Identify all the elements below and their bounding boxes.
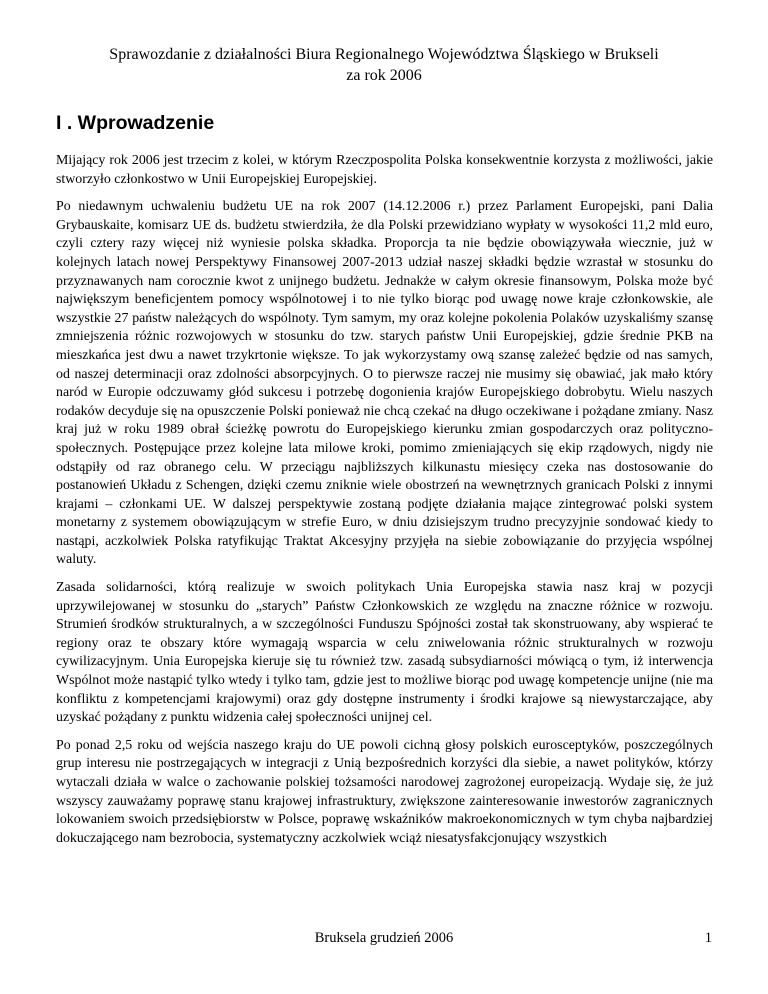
- paragraph-intro: Mijający rok 2006 jest trzecim z kolei, w którym Rzeczpospolita Polska konsekwentnie korzysta z możliwości, jakie stworzyło członkostwo w Unii Europejskiej Europejskiej.: [56, 153, 713, 187]
- paragraph-solidarity: Zasada solidarności, którą realizuje w swoich politykach Unia Europejska stawia nasz kraj w pozycji uprzywilejowanej w stosunku do „starych” Państw Członkowskich ze względu na znaczne różnice w rozwoju. Strumień środków strukturalnych, a w szczególności Funduszu Spójności został tak skonstruowany, aby wspierać te regiony oraz te obszary które wymagają wsparcia w celu zniwelowania różnic strukturalnych w rozwoju cywilizacyjnym. Unia Europejska kieruje się tu również tzw. zasadą subsydiarności mówiącą o tym, iż interwencja Wspólnot może nastąpić tylko wtedy i tylko tam, gdzie jest to możliwe biorąc pod uwagę kompetencje unijne (nie ma konfliktu z kompetencjami krajowymi) oraz gdy dostępne instrumenty i środki krajowe są niewystarczające, aby uzyskać pożądany z punktu widzenia całej społeczności unijnej cel.: [56, 580, 713, 726]
- section-body: [56, 152, 713, 857]
- paragraph-eurosceptics: Po ponad 2,5 roku od wejścia naszego kraju do UE powoli cichną głosy polskich eurosceptyków, poszczególnych grup interesu nie postrzegających w integracji z Unią bezpośrednich korzyści dla siebie, a nawet polityków, którzy wytaczali działa w walce o zachowanie polskiej tożsamości narodowej zagrożonej europeizacją. Wydaje się, że już wszyscy zauważamy poprawę stanu krajowej infrastruktury, zwiększone zainteresowanie inwestorów zagranicznych lokowaniem swoich przedsiębiorstw w Polsce, poprawę wskaźników makroekonomicznych w tym chyba najbardziej dokuczającego nam bezrobocia, systematyczny aczkolwiek wciąż niesatysfakcjonujący wszystkich: [56, 737, 713, 846]
- header-year-line: za rok 2006: [346, 67, 422, 84]
- running-header: [56, 44, 712, 86]
- section-heading: I . Wprowadzenie: [56, 112, 215, 134]
- paragraph-budget: Po niedawnym uchwaleniu budżetu UE na rok 2007 (14.12.2006 r.) przez Parlament Europejski, pani Dalia Grybauskaite, komisarz UE ds. budżetu stwierdziła, że dla Polski przewidziano wypłaty w wysokości 11,2 mld euro, czyli cztery razy więcej niż wyniesie polska składka. Proporcja ta nie będzie obowiązywała wiecznie, już w kolejnych latach nowej Perspektywy Finansowej 2007-2013 udział naszej składki będzie wzrastał w stosunku do przyznawanych nam corocznie kwot z unijnego budżetu. Jednakże w całym okresie finansowym, Polska może być największym beneficjentem pomocy wspólnotowej i to nie tylko biorąc pod uwagę nowe kraje członkowskie, ale wszystkie 27 państw należących do wspólnoty. Tym samym, my oraz kolejne pokolenia Polaków uzyskaliśmy szansę zmniejszenia różnic rozwojowych w stosunku do tzw. starych państw Unii Europejskiej, gdzie średnie PKB na mieszkańca jest dwu a nawet trzykrtonie większe. To jak wykorzystamy ową szansę zależeć będzie od nas samych, od naszej determinacji oraz zdolności absorpcyjnych. O to pierwsze raczej nie musimy się obawiać, jak mało który naród w Europie odczuwamy głód sukcesu i potrzebę dogonienia krajów Europejskiego dobrobytu. Wielu naszych rodaków decyduje się na opuszczenie Polski ponieważ nie chcą czekać na długo oczekiwane i pożądane zmiany. Nasz kraj już w roku 1989 obrał ścieżkę powrotu do Europejskiego kierunku zmian gospodarczych oraz polityczno-społecznych. Postępujące przez kolejne lata milowe kroki, pomimo zmieniających się ekip rządowych, nigdy nie odstąpiły od raz obranego celu. W przeciągu najbliższych kilkunastu miesięcy czeka nas dostosowanie do postanowień Układu z Schengen, dzięki czemu zniknie wiele obostrzeń na wewnętrznych granicach Polski z innymi krajami – członkami UE. W dalszej perspektywie zostaną podjęte działania mające zintegrować polski system monetarny z systemem obowiązującym w strefie Euro, w dniu dzisiejszym trudno precyzyjnie sondować kiedy to nastąpi, aczkolwiek Polska ratyfikując Traktat Akcesyjny przyjęła na siebie zobowiązanie do przyjęcia wspólnej waluty.: [56, 199, 713, 568]
- page-number: 1: [704, 930, 712, 946]
- header-title-line: Sprawozdanie z działalności Biura Regionalnego Województwa Śląskiego w Brukseli: [109, 46, 659, 63]
- footer-place-date: Bruksela grudzień 2006: [314, 930, 454, 946]
